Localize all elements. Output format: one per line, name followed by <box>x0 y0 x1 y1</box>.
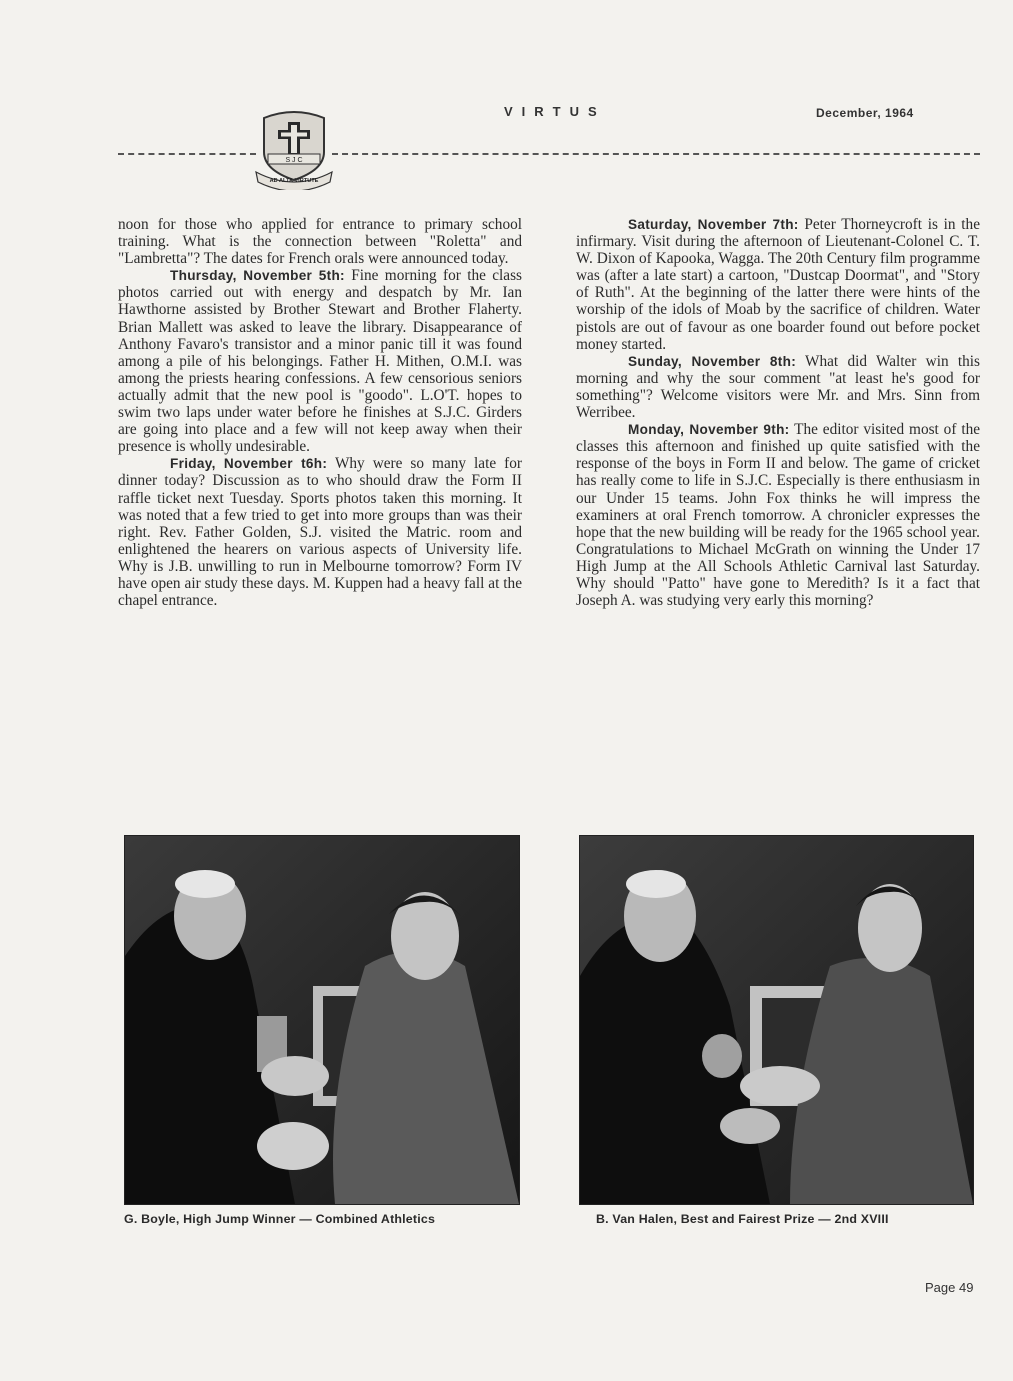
crest-motto: AD ALTA VIRTUTE <box>269 178 319 184</box>
diary-date-label: Friday, November t6h: <box>170 456 328 472</box>
diary-date-label: Thursday, November 5th: <box>170 268 345 284</box>
diary-date-label: Saturday, November 7th: <box>628 217 799 232</box>
header-title: VIRTUS <box>504 104 606 119</box>
diary-entry <box>576 421 980 609</box>
photo-image <box>580 836 973 1204</box>
diary-text: Peter Thorneycroft is in the infirmary. Visit during the afternoon of Lieutenant-Colonel C. T. W. Dixon of Kapooka, Wagga. The 20th Century film programme was (after a late start) a cartoon, "Dustcap Doormat", and "Story of Ruth". At the beginning of the latter there were hints of the worship of the idols of Moab by the sacrifice of children. Water pistols are out of favour as one boarder found out before pocket money started. <box>576 216 981 353</box>
diary-date-label: Monday, November 9th: <box>628 422 790 438</box>
header-date: December, 1964 <box>816 106 914 120</box>
diary-entry <box>118 267 522 455</box>
school-crest <box>254 108 334 190</box>
photo-high-jump-winner <box>124 835 520 1205</box>
crest-initials: S J C <box>285 157 303 164</box>
diary-text: What did Walter win this morning and why the sour comment "at least he's good for something"? Welcome visitors were Mr. and Mrs. Sinn from Werribee. <box>576 352 980 422</box>
header-rule-left <box>118 153 256 155</box>
right-column <box>576 216 980 609</box>
diary-text: Why were so many late for dinner today? Discussion as to who should draw the Form II raffle ticket next Tuesday. Sports photos taken this morning. It was noted that a few tried to get into more groups than was their right. Rev. Father Golden, S.J. visited the Matric. room and enlightened the hearers on various aspects of University life. Why is J.B. unwilling to run in Melbourne tomorrow? Form IV have open air study these days. M. Kuppen had a heavy fall at the chapel entrance. <box>118 455 522 610</box>
left-column <box>118 216 522 609</box>
diary-date-label: Sunday, November 8th: <box>628 353 797 369</box>
diary-entry <box>118 216 522 267</box>
photo-caption: G. Boyle, High Jump Winner — Combined Athletics <box>124 1212 436 1226</box>
page-number: Page 49 <box>925 1280 974 1295</box>
diary-text: The editor visited most of the classes this afternoon and finished up quite satisfied with the response of the boys in Form II and below. The game of cricket has really come to life in S.J.C. Especially is there enthusiasm in our Under 15 teams. John Fox thinks he will impress the examiners at oral French tomorrow. A chronicler expresses the hope that the new building will be ready for the 1965 school year. Congratulations to Michael McGrath on winning the Under 17 High Jump at the All Schools Athletic Carnival last Saturday. Why should "Patto" have gone to Meredith? Is it a fact that Joseph A. was studying very early this morning? <box>576 421 981 610</box>
header-rule-right <box>332 153 980 155</box>
diary-entry <box>118 455 522 609</box>
diary-text: noon for those who applied for entrance to primary school training. What is the connection between "Roletta" and "Lambretta"? The dates for French orals were announced today. <box>118 216 522 268</box>
diary-entry <box>576 216 980 353</box>
diary-entry <box>576 353 980 421</box>
photo-caption: B. Van Halen, Best and Fairest Prize — 2nd XVIII <box>596 1212 889 1226</box>
crest-shield-icon <box>254 108 334 190</box>
photo-image <box>125 836 519 1204</box>
photo-best-and-fairest <box>579 835 974 1205</box>
diary-text: Fine morning for the class photos carried out with energy and despatch by Mr. Ian Hawthorne assisted by Brother Stewart and Brother Flaherty. Brian Mallett was asked to leave the library. Disappearance of Anthony Favaro's transistor and a minor panic till it was found among a pile of his belongings. Father H. Mithen, O.M.I. was among the priests hearing confessions. A few censorious seniors actually admit that the new pool is "goodo". L.O'T. hopes to swim two laps under water before he finishes at S.J.C. Girders are going into place and a few will not keep away when their presence is wholly undesirable. <box>118 267 522 456</box>
